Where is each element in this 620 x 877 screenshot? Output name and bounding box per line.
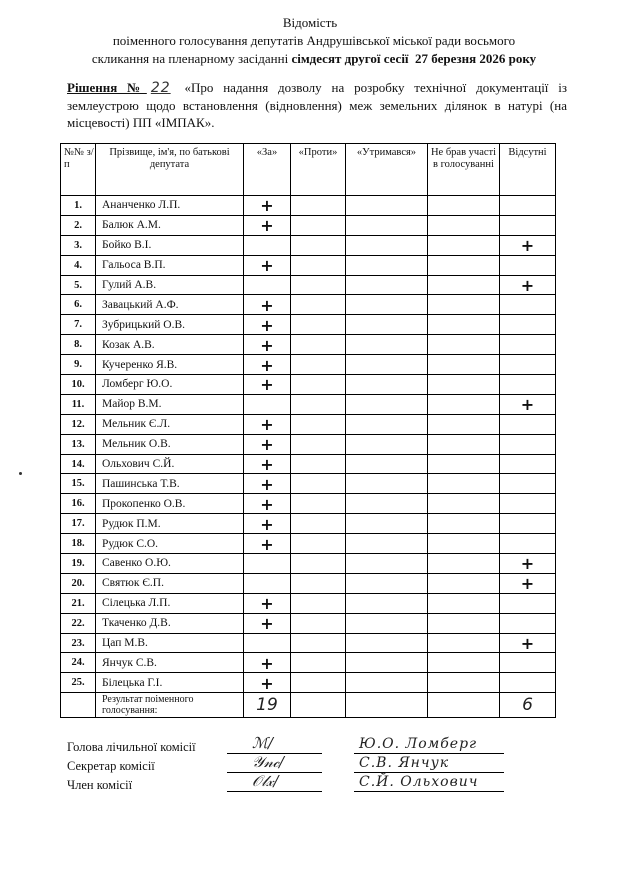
row-number: 2. [61, 215, 96, 235]
handwritten-signature: ℳ/ [252, 734, 274, 752]
vote-abstained-cell [346, 454, 428, 474]
vote-did-not-vote-cell [428, 494, 500, 514]
signature-role: Голова лічильної комісії [67, 740, 196, 754]
vote-for-cell [244, 454, 291, 474]
vote-did-not-vote-cell [428, 255, 500, 275]
deputy-name: Бойко В.І. [96, 235, 244, 255]
deputy-name: Прокопенко О.В. [96, 494, 244, 514]
vote-mark-icon: + [260, 415, 274, 435]
document-subtitle-line-1: поіменного голосування депутатів Андрушівської міської ради восьмого [112, 33, 516, 48]
vote-mark-icon: + [260, 435, 274, 455]
vote-abstained-cell [346, 295, 428, 315]
row-number: 14. [61, 454, 96, 474]
vote-for-cell [244, 593, 291, 613]
vote-did-not-vote-cell [428, 295, 500, 315]
vote-absent-cell [500, 315, 556, 335]
vote-mark-icon: + [260, 196, 274, 216]
vote-against-cell [291, 275, 346, 295]
vote-abstained-cell [346, 355, 428, 375]
vote-against-cell [291, 653, 346, 673]
row-number: 9. [61, 355, 96, 375]
result-abstained [346, 693, 428, 718]
decision-label: Рішення № [67, 80, 147, 95]
vote-absent-cell [500, 394, 556, 414]
vote-absent-cell [500, 554, 556, 574]
row-number: 24. [61, 653, 96, 673]
vote-abstained-cell [346, 335, 428, 355]
vote-abstained-cell [346, 315, 428, 335]
signature-line [227, 791, 322, 792]
vote-abstained-cell [346, 196, 428, 216]
vote-mark-icon: + [260, 594, 274, 614]
handwritten-signature: 𝒴𝓃𝒸/ [252, 753, 285, 771]
name-line [354, 753, 504, 754]
vote-absent-cell [500, 255, 556, 275]
vote-did-not-vote-cell [428, 514, 500, 534]
deputy-name: Пашинська Т.В. [96, 474, 244, 494]
row-number: 5. [61, 275, 96, 295]
document-title: Відомість [282, 15, 338, 30]
vote-mark-icon: + [520, 574, 535, 594]
row-number: 6. [61, 295, 96, 315]
vote-did-not-vote-cell [428, 474, 500, 494]
vote-abstained-cell [346, 573, 428, 593]
vote-absent-cell [500, 613, 556, 633]
decision-block [67, 79, 567, 131]
vote-mark-icon: + [260, 216, 274, 236]
name-line [354, 791, 504, 792]
signatory-name: С.В. Янчук [359, 755, 450, 771]
vote-did-not-vote-cell [428, 434, 500, 454]
vote-for-cell [244, 255, 291, 275]
vote-absent-cell [500, 494, 556, 514]
vote-for-cell [244, 494, 291, 514]
row-number: 16. [61, 494, 96, 514]
vote-against-cell [291, 196, 346, 216]
deputy-name: Балюк А.М. [96, 215, 244, 235]
vote-for-cell [244, 196, 291, 216]
row-number: 20. [61, 573, 96, 593]
vote-for-cell [244, 554, 291, 574]
deputy-name: Савенко О.Ю. [96, 554, 244, 574]
deputy-name: Козак А.В. [96, 335, 244, 355]
deputy-name: Ананченко Л.П. [96, 196, 244, 216]
table-row [61, 514, 556, 534]
deputy-name: Рудюк С.О. [96, 534, 244, 554]
vote-against-cell [291, 534, 346, 554]
col-header-did-not-vote: Не брав участі в голосуванні [428, 144, 500, 196]
vote-against-cell [291, 593, 346, 613]
vote-abstained-cell [346, 434, 428, 454]
signature-block [67, 734, 547, 795]
session-name: сімдесят другої сесії [291, 51, 409, 66]
deputy-name: Завацький А.Ф. [96, 295, 244, 315]
deputy-name: Сілецька Л.П. [96, 593, 244, 613]
row-number: 13. [61, 434, 96, 454]
signature-role: Член комісії [67, 778, 133, 792]
vote-for-cell [244, 573, 291, 593]
vote-abstained-cell [346, 593, 428, 613]
deputy-name: Ломберг Ю.О. [96, 375, 244, 395]
vote-abstained-cell [346, 235, 428, 255]
vote-did-not-vote-cell [428, 454, 500, 474]
result-did-not-vote [428, 693, 500, 718]
deputy-name: Майор В.М. [96, 394, 244, 414]
vote-did-not-vote-cell [428, 275, 500, 295]
row-number: 21. [61, 593, 96, 613]
signatory-name: Ю.О. Ломберг [359, 736, 478, 752]
vote-abstained-cell [346, 653, 428, 673]
row-number: 25. [61, 673, 96, 693]
vote-absent-cell [500, 673, 556, 693]
vote-mark-icon: + [260, 494, 274, 514]
vote-against-cell [291, 613, 346, 633]
vote-absent-cell [500, 633, 556, 653]
deputy-name: Янчук С.В. [96, 653, 244, 673]
vote-for-cell [244, 514, 291, 534]
vote-against-cell [291, 673, 346, 693]
vote-for-cell [244, 474, 291, 494]
vote-for-cell [244, 315, 291, 335]
vote-did-not-vote-cell [428, 613, 500, 633]
table-row [61, 673, 556, 693]
table-row [61, 255, 556, 275]
row-number: 22. [61, 613, 96, 633]
vote-mark-icon: + [260, 614, 274, 634]
row-number: 8. [61, 335, 96, 355]
vote-did-not-vote-cell [428, 235, 500, 255]
table-row [61, 295, 556, 315]
table-row [61, 335, 556, 355]
row-number: 11. [61, 394, 96, 414]
vote-for-cell [244, 215, 291, 235]
result-for [244, 693, 291, 718]
vote-abstained-cell [346, 275, 428, 295]
vote-mark-icon: + [260, 534, 274, 554]
vote-mark-icon: + [260, 355, 274, 375]
vote-against-cell [291, 474, 346, 494]
vote-abstained-cell [346, 534, 428, 554]
vote-against-cell [291, 315, 346, 335]
signature-role: Секретар комісії [67, 759, 155, 773]
row-number: 7. [61, 315, 96, 335]
vote-abstained-cell [346, 613, 428, 633]
vote-did-not-vote-cell [428, 573, 500, 593]
vote-for-cell [244, 275, 291, 295]
vote-for-cell [244, 355, 291, 375]
table-row [61, 394, 556, 414]
vote-mark-icon: + [520, 634, 535, 654]
vote-did-not-vote-cell [428, 315, 500, 335]
deputy-name: Білецька Г.І. [96, 673, 244, 693]
vote-against-cell [291, 235, 346, 255]
vote-mark-icon: + [260, 315, 274, 335]
table-row [61, 235, 556, 255]
table-row [61, 633, 556, 653]
result-against [291, 693, 346, 718]
table-row [61, 613, 556, 633]
vote-absent-cell [500, 454, 556, 474]
vote-abstained-cell [346, 215, 428, 235]
vote-mark-icon: + [520, 276, 535, 295]
vote-did-not-vote-cell [428, 673, 500, 693]
deputy-name: Цап М.В. [96, 633, 244, 653]
vote-mark-icon: + [260, 375, 274, 395]
vote-mark-icon: + [260, 514, 274, 534]
col-header-against: «Проти» [291, 144, 346, 196]
deputy-name: Рудюк П.М. [96, 514, 244, 534]
vote-did-not-vote-cell [428, 375, 500, 395]
table-row [61, 474, 556, 494]
table-row [61, 573, 556, 593]
result-num-cell [61, 693, 96, 718]
vote-mark-icon: + [260, 295, 274, 315]
col-header-for: «За» [244, 144, 291, 196]
vote-absent-cell [500, 335, 556, 355]
col-header-number: №№ з/п [61, 144, 96, 196]
vote-absent-cell [500, 434, 556, 454]
vote-did-not-vote-cell [428, 196, 500, 216]
vote-rows [61, 196, 556, 693]
vote-abstained-cell [346, 494, 428, 514]
vote-against-cell [291, 514, 346, 534]
signature-row-chair [67, 734, 547, 757]
vote-against-cell [291, 454, 346, 474]
vote-for-cell [244, 375, 291, 395]
vote-against-cell [291, 494, 346, 514]
vote-absent-cell [500, 295, 556, 315]
table-row [61, 653, 556, 673]
vote-abstained-cell [346, 394, 428, 414]
row-number: 19. [61, 554, 96, 574]
vote-absent-cell [500, 235, 556, 255]
vote-for-cell [244, 653, 291, 673]
result-label: Результат поіменного голосування: [96, 693, 244, 718]
vote-did-not-vote-cell [428, 335, 500, 355]
vote-against-cell [291, 554, 346, 574]
vote-did-not-vote-cell [428, 554, 500, 574]
vote-did-not-vote-cell [428, 593, 500, 613]
vote-abstained-cell [346, 673, 428, 693]
vote-abstained-cell [346, 255, 428, 275]
vote-absent-cell [500, 514, 556, 534]
vote-did-not-vote-cell [428, 394, 500, 414]
vote-absent-cell [500, 573, 556, 593]
name-line [354, 772, 504, 773]
col-header-abstained: «Утримався» [346, 144, 428, 196]
vote-for-cell [244, 394, 291, 414]
vote-for-cell [244, 434, 291, 454]
vote-mark-icon: + [260, 335, 274, 355]
deputy-name: Ольхович С.Й. [96, 454, 244, 474]
vote-for-cell [244, 235, 291, 255]
vote-mark-icon: + [260, 673, 274, 693]
col-header-name: Прізвище, ім'я, по батькові депутата [96, 144, 244, 196]
result-absent [500, 693, 556, 718]
vote-did-not-vote-cell [428, 534, 500, 554]
vote-for-cell [244, 335, 291, 355]
row-number: 10. [61, 375, 96, 395]
document-subtitle-line-2 [0, 50, 620, 68]
result-for-value: 19 [256, 695, 278, 716]
vote-against-cell [291, 414, 346, 434]
deputy-name: Зубрицький О.В. [96, 315, 244, 335]
vote-for-cell [244, 673, 291, 693]
vote-against-cell [291, 295, 346, 315]
vote-mark-icon: + [520, 554, 535, 574]
table-row [61, 434, 556, 454]
deputy-name: Гулий А.В. [96, 275, 244, 295]
table-row [61, 375, 556, 395]
vote-mark-icon: + [260, 256, 274, 276]
deputy-name: Мельник О.В. [96, 434, 244, 454]
vote-against-cell [291, 355, 346, 375]
row-number: 4. [61, 255, 96, 275]
decision-number: 22 [150, 80, 171, 96]
vote-for-cell [244, 414, 291, 434]
vote-for-cell [244, 613, 291, 633]
scan-speck [19, 472, 22, 475]
vote-abstained-cell [346, 554, 428, 574]
table-row [61, 593, 556, 613]
vote-mark-icon: + [520, 236, 535, 256]
row-number: 3. [61, 235, 96, 255]
vote-absent-cell [500, 375, 556, 395]
vote-absent-cell [500, 196, 556, 216]
col-header-absent: Відсутні [500, 144, 556, 196]
table-row [61, 275, 556, 295]
table-row [61, 355, 556, 375]
vote-did-not-vote-cell [428, 355, 500, 375]
vote-mark-icon: + [260, 474, 274, 494]
vote-against-cell [291, 255, 346, 275]
handwritten-signature: 𝒪𝓁𝓍/ [252, 772, 279, 790]
row-number: 18. [61, 534, 96, 554]
table-row [61, 534, 556, 554]
vote-absent-cell [500, 414, 556, 434]
table-row [61, 554, 556, 574]
vote-abstained-cell [346, 474, 428, 494]
vote-against-cell [291, 394, 346, 414]
document-header [0, 14, 620, 68]
vote-absent-cell [500, 355, 556, 375]
deputy-name: Кучеренко Я.В. [96, 355, 244, 375]
vote-for-cell [244, 633, 291, 653]
row-number: 12. [61, 414, 96, 434]
deputy-name: Святюк Є.П. [96, 573, 244, 593]
signatory-name: С.Й. Ольхович [359, 774, 479, 790]
vote-absent-cell [500, 534, 556, 554]
vote-did-not-vote-cell [428, 215, 500, 235]
table-row [61, 215, 556, 235]
vote-abstained-cell [346, 414, 428, 434]
deputy-name: Ткаченко Д.В. [96, 613, 244, 633]
row-number: 1. [61, 196, 96, 216]
subtitle-prefix: скликання на пленарному засіданні [91, 51, 292, 66]
vote-against-cell [291, 375, 346, 395]
deputy-name: Мельник Є.Л. [96, 414, 244, 434]
vote-abstained-cell [346, 633, 428, 653]
vote-table [60, 143, 556, 718]
vote-absent-cell [500, 653, 556, 673]
vote-abstained-cell [346, 514, 428, 534]
result-absent-value: 6 [522, 695, 533, 716]
vote-mark-icon: + [260, 455, 274, 475]
vote-did-not-vote-cell [428, 633, 500, 653]
row-number: 15. [61, 474, 96, 494]
vote-abstained-cell [346, 375, 428, 395]
vote-for-cell [244, 534, 291, 554]
vote-against-cell [291, 434, 346, 454]
vote-mark-icon: + [260, 653, 274, 673]
vote-against-cell [291, 335, 346, 355]
table-row [61, 196, 556, 216]
result-row [61, 693, 556, 718]
table-row [61, 494, 556, 514]
vote-absent-cell [500, 215, 556, 235]
deputy-name: Гальоса В.П. [96, 255, 244, 275]
vote-for-cell [244, 295, 291, 315]
decision-text: «Про надання дозволу на розробку технічної документації із землеустрою щодо встановлення (відновлення) меж земельних ділянок в натурі (на місцевості) ПП «ІМПАК». [67, 80, 568, 130]
table-row [61, 315, 556, 335]
signature-row-member [67, 772, 547, 795]
table-header-row [61, 144, 556, 196]
table-row [61, 454, 556, 474]
vote-did-not-vote-cell [428, 414, 500, 434]
session-date: 27 березня 2026 року [415, 51, 537, 66]
vote-absent-cell [500, 275, 556, 295]
row-number: 17. [61, 514, 96, 534]
vote-did-not-vote-cell [428, 653, 500, 673]
vote-against-cell [291, 573, 346, 593]
vote-absent-cell [500, 474, 556, 494]
vote-absent-cell [500, 593, 556, 613]
table-row [61, 414, 556, 434]
vote-against-cell [291, 633, 346, 653]
vote-mark-icon: + [520, 395, 535, 415]
vote-against-cell [291, 215, 346, 235]
row-number: 23. [61, 633, 96, 653]
